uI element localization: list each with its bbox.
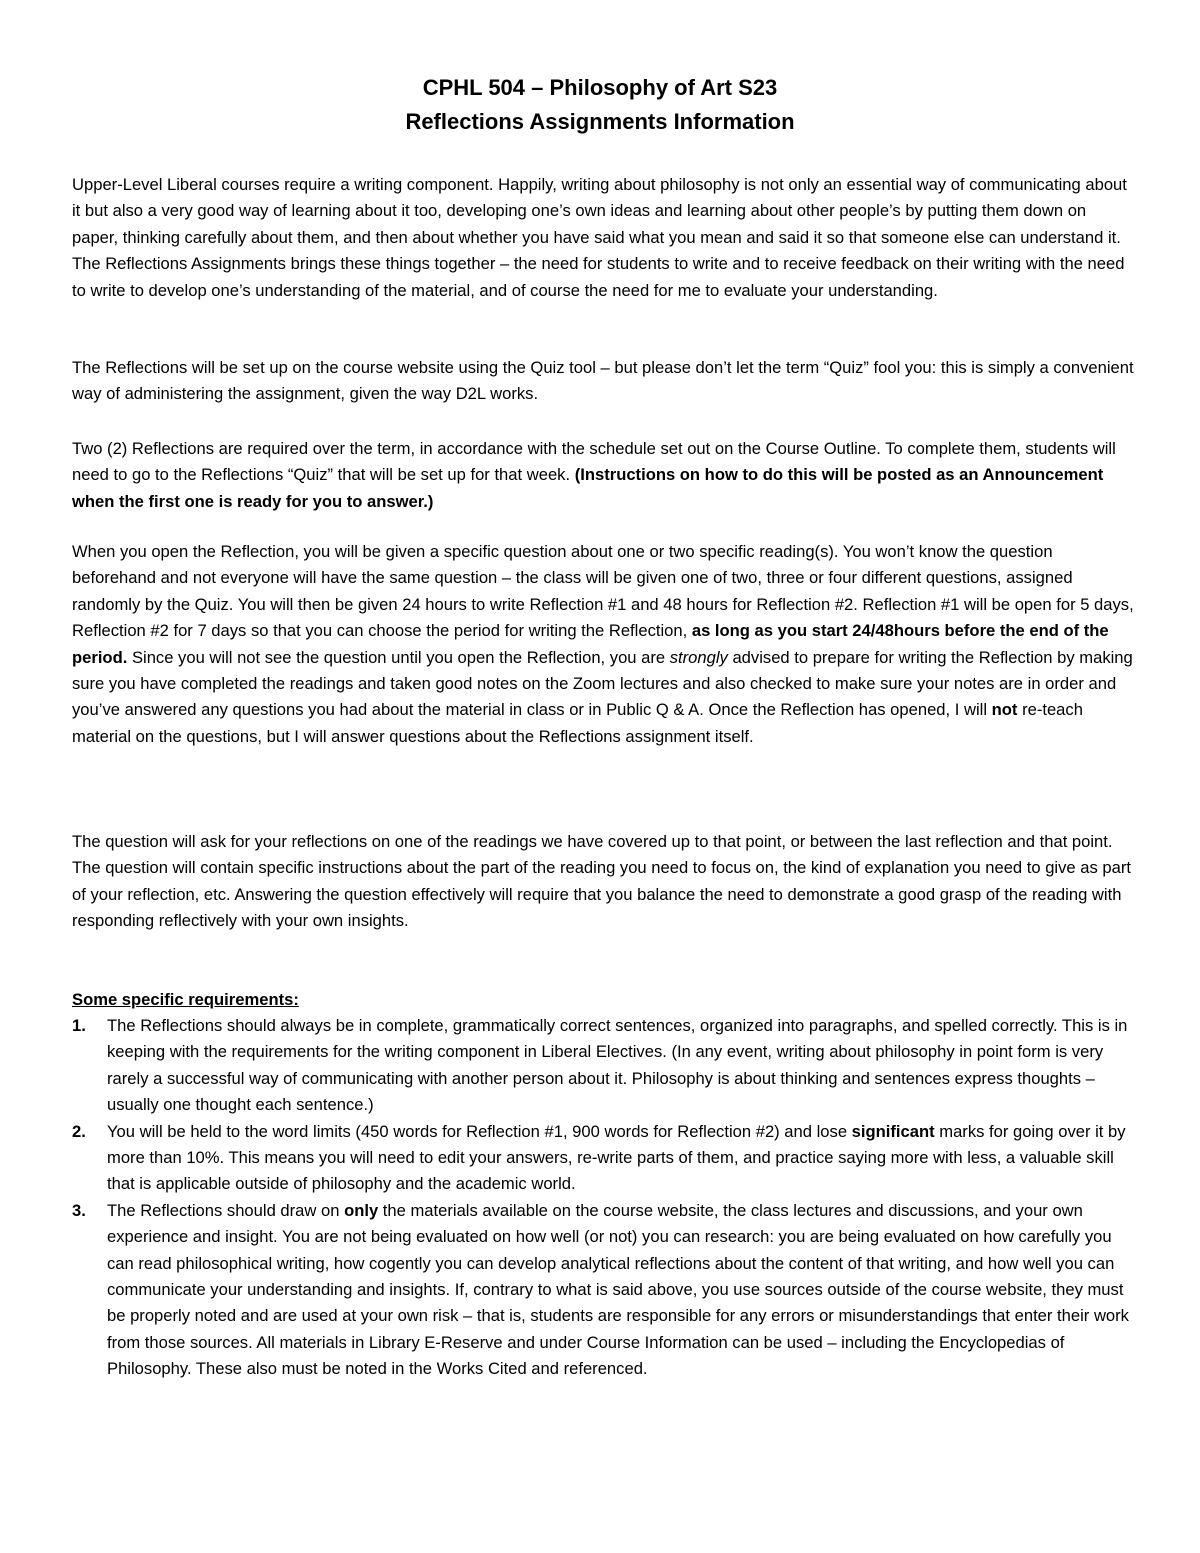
question-paragraph: The question will ask for your reflections on one of the readings we have covered up to that point, or between the last reflection and that point. The question will contain specific instructions about the part of the reading you need to focus on, the kind of explanation you need to give as part of your reflection, etc. Answering the question effectively will require that you balance the need to demonstrate a good grasp of the reading with responding reflectively with your own insights.	[72, 832, 1131, 931]
not-emphasis: not	[991, 700, 1018, 720]
required-reflections-paragraph	[72, 436, 1136, 515]
strongly-emphasis: strongly	[669, 647, 728, 667]
list-item-text: The Reflections should draw on	[107, 1200, 345, 1220]
open-text-4: re-teach material on the questions, but I will answer questions about the Reflections assignment itself.	[72, 700, 1083, 746]
open-reflection-paragraph	[72, 539, 1136, 750]
list-item	[72, 1198, 1136, 1383]
list-item-text: You will be held to the word limits (450 words for Reflection #1, 900 words for Reflection #2) and lose	[107, 1121, 852, 1141]
list-item	[72, 1119, 1136, 1198]
open-text-3: advised to prepare for writing the Reflection by making sure you have completed the readings and taken good notes on the Zoom lectures and also checked to make sure your notes are in order and you’ve answered any questions you had about the material in class or in Public Q & A. Once the Reflection has opened, I will	[72, 647, 1133, 720]
list-item	[72, 1013, 1136, 1119]
page-title: CPHL 504 – Philosophy of Art S23	[422, 75, 778, 100]
open-text-2: Since you will not see the question until you open the Reflection, you are	[127, 647, 670, 667]
list-item-text-continued: marks for going over it by more than 10%. This means you will need to edit your answers, re-write parts of them, and practice saying more with less, a valuable skill that is applicable outside of philosophy and the academic world.	[107, 1121, 1126, 1194]
list-item-text: The Reflections should always be in complete, grammatically correct sentences, organized into paragraphs, and spelled correctly. This is in keeping with the requirements for the writing component in Liberal Electives. (In any event, writing about philosophy in point form is very rarely a successful way of communicating with another person about it. Philosophy is about thinking and sentences express thoughts – usually one thought each sentence.)	[107, 1016, 1128, 1115]
list-item-number: 1.	[72, 1016, 86, 1035]
significant-emphasis: significant	[851, 1121, 935, 1141]
list-item-number: 3.	[72, 1200, 86, 1220]
required-text: Two (2) Reflections are required over the term, in accordance with the schedule set out on the Course Outline. To complete them, students will need to go to the Reflections “Quiz” that will be set up for that week.	[72, 439, 1116, 485]
announcement-instructions: (Instructions on how to do this will be posted as an Announcement when the first one is ready for you to answer.)	[72, 465, 1104, 511]
intro-paragraph: Upper-Level Liberal courses require a writing component. Happily, writing about philosophy is not only an essential way of communicating about it but also a very good way of learning about it too, developing one’s own ideas and learning about other people’s by putting them down on paper, thinking carefully about them, and then about whether you have said what you mean and said it so that someone else can understand it. The Reflections Assignments brings these things together – the need for students to write and to receive feedback on their writing with the need to write to develop one’s understanding of the material, and of course the need for me to evaluate your understanding.	[72, 175, 1127, 300]
page-subtitle: Reflections Assignments Information	[405, 109, 795, 134]
requirements-heading: Some specific requirements:	[72, 990, 299, 1009]
open-text-1: When you open the Reflection, you will be given a specific question about one or two specific reading(s). You won’t know the question beforehand and not everyone will have the same question – the class will be given one of two, three or four different questions, assigned randomly by the Quiz. You will then be given 24 hours to write Reflection #1 and 48 hours for Reflection #2. Reflection #1 will be open for 5 days, Reflection #2 for 7 days so that you can choose the period for writing the Reflection,	[72, 542, 1134, 641]
requirements-list	[72, 1013, 1136, 1383]
list-item-text-continued: the materials available on the course website, the class lectures and discussions, and your own experience and insight. You are not being evaluated on how well (or not) you can research: you are being evaluated on how carefully you can read philosophical writing, how cogently you can develop analytical reflections about the content of that writing, and how well you can communicate your understanding and insights. If, contrary to what is said above, you use sources outside of the course website, they must be properly noted and are used at your own risk – that is, students are responsible for any errors or misunderstandings that enter their work from those sources. All materials in Library E-Reserve and under Course Information can be used – including the Encyclopedias of Philosophy. These also must be noted in the Works Cited and referenced.	[107, 1200, 1129, 1379]
only-emphasis: only	[344, 1200, 379, 1220]
quiz-tool-paragraph: The Reflections will be set up on the course website using the Quiz tool – but please don’t let the term “Quiz” fool you: this is simply a convenient way of administering the assignment, given the way D2L works.	[72, 358, 1134, 404]
list-item-number: 2.	[72, 1121, 86, 1141]
start-deadline-emphasis: as long as you start 24/48hours before the end of the period.	[72, 621, 1109, 667]
